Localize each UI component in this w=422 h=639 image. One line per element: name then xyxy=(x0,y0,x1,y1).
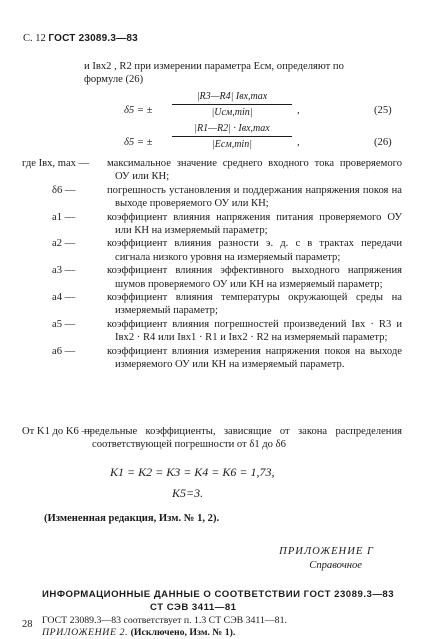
gost-correspondence: ГОСТ 23089.3—83 соответствует п. 1.3 СТ СЭВ 3411—81. xyxy=(42,615,287,626)
intro-line-1: и Iвх2 , R2 при измерении параметра Eсм, определяют по xyxy=(84,61,344,72)
appendix-subtitle: Справочное xyxy=(309,560,362,571)
definition-symbol-text: Iвх, max — xyxy=(38,158,90,169)
intro-line-2: формуле (26) xyxy=(84,74,144,86)
definition-text: коэффициент влияния эффективного выходного напряжения шумов проверяемого ОУ или КН на измеряемый параметр; xyxy=(107,265,402,290)
definition-item xyxy=(22,157,402,184)
definition-text: предельные коэффициенты, зависящие от закона распределения соответствующей погрешности от δ1 до δ6 xyxy=(84,426,402,451)
definition-text: коэффициент влияния разности э. д. с в трактах передачи сигнала низкого уровня на измеряемый параметр; xyxy=(107,238,402,263)
definition-text: максимальное значение среднего входного тока проверяемого ОУ или КН; xyxy=(107,158,402,183)
definition-item xyxy=(22,291,402,318)
appendix-2-label: ПРИЛОЖЕНИЕ 2. xyxy=(42,627,129,638)
info-title: ИНФОРМАЦИОННЫЕ ДАННЫЕ О СООТВЕТСТВИИ ГОСТ 23089.3—83 xyxy=(42,589,395,600)
standard-number: ГОСТ 23089.3—83 xyxy=(48,33,138,44)
page-number: 28 xyxy=(22,619,33,630)
definition-item xyxy=(22,264,402,291)
definition-item xyxy=(22,237,402,264)
definition-text: коэффициент влияния напряжения питания проверяемого ОУ или КН на измеряемый параметр; xyxy=(107,211,402,237)
definition-symbol: a6 — xyxy=(52,345,76,357)
equation-lhs: δ5 = ± xyxy=(124,105,153,116)
equation-fraction xyxy=(172,90,292,120)
equation-number: (26) xyxy=(374,137,392,148)
definition-item xyxy=(22,425,402,452)
equation-lhs: δ5 = ± xyxy=(124,137,153,148)
definition-item xyxy=(22,345,402,372)
edited-note: (Измененная редакция, Изм. № 1, 2). xyxy=(44,513,220,524)
coefficient-formula: K1 = K2 = K3 = K4 = K6 = 1,73, xyxy=(110,465,275,479)
definition-text: погрешность установления и поддержания напряжения покоя на выходе проверяемого ОУ или КН; xyxy=(107,184,402,210)
definition-item xyxy=(22,211,402,238)
definition-symbol: a1 — xyxy=(52,211,76,223)
definition-symbol: δ6 — xyxy=(52,184,76,196)
equation-fraction xyxy=(172,122,292,152)
equation-denominator: |Uсм,min| xyxy=(211,107,253,119)
equation-comma: , xyxy=(297,105,300,116)
definitions-list xyxy=(22,157,402,372)
equation-numerator: |R1—R2| · Iвх,max xyxy=(172,122,292,137)
definition-symbol: a2 — xyxy=(52,238,76,250)
appendix-2-status: (Исключено, Изм. № 1). xyxy=(130,627,236,638)
definition-symbol xyxy=(22,157,90,170)
definition-symbol: a5 — xyxy=(52,318,76,330)
coefficient-range xyxy=(22,425,402,452)
definition-text: коэффициент влияния погрешностей произведений Iвх · R3 и Iвх2 · R4 или Iвх1 · R1 и Iвх2 · R2 на измеряемый параметр; xyxy=(107,318,402,344)
definition-text: коэффициент влияния измерения напряжения покоя на выходе измеряемого ОУ или КН на измеряемый параметр. xyxy=(107,345,402,371)
definition-item xyxy=(22,184,402,211)
coefficient-k5-formula: K5=3. xyxy=(172,486,204,500)
equation-number: (25) xyxy=(374,105,392,116)
definitions-lead: где xyxy=(22,158,36,169)
definition-symbol: a4 — xyxy=(52,292,76,304)
definition-symbol: От K1 до K6 — xyxy=(22,426,93,437)
definition-text: коэффициент влияния температуры окружающей среды на измеряемый параметр; xyxy=(107,292,402,317)
page-prefix: С. 12 xyxy=(23,33,46,44)
equation-denominator: |Eсм,min| xyxy=(212,139,252,151)
equation-numerator: |R3—R4| Iвх,max xyxy=(172,90,292,105)
definition-symbol: a3 — xyxy=(52,265,76,277)
appendix-2-note xyxy=(42,626,235,639)
page-header xyxy=(23,32,138,45)
definition-item xyxy=(22,318,402,345)
appendix-label: ПРИЛОЖЕНИЕ Г xyxy=(279,546,374,557)
info-title-line-2: СТ СЭВ 3411—81 xyxy=(150,602,237,613)
equation-comma: , xyxy=(297,137,300,148)
intro-paragraph xyxy=(84,60,402,87)
